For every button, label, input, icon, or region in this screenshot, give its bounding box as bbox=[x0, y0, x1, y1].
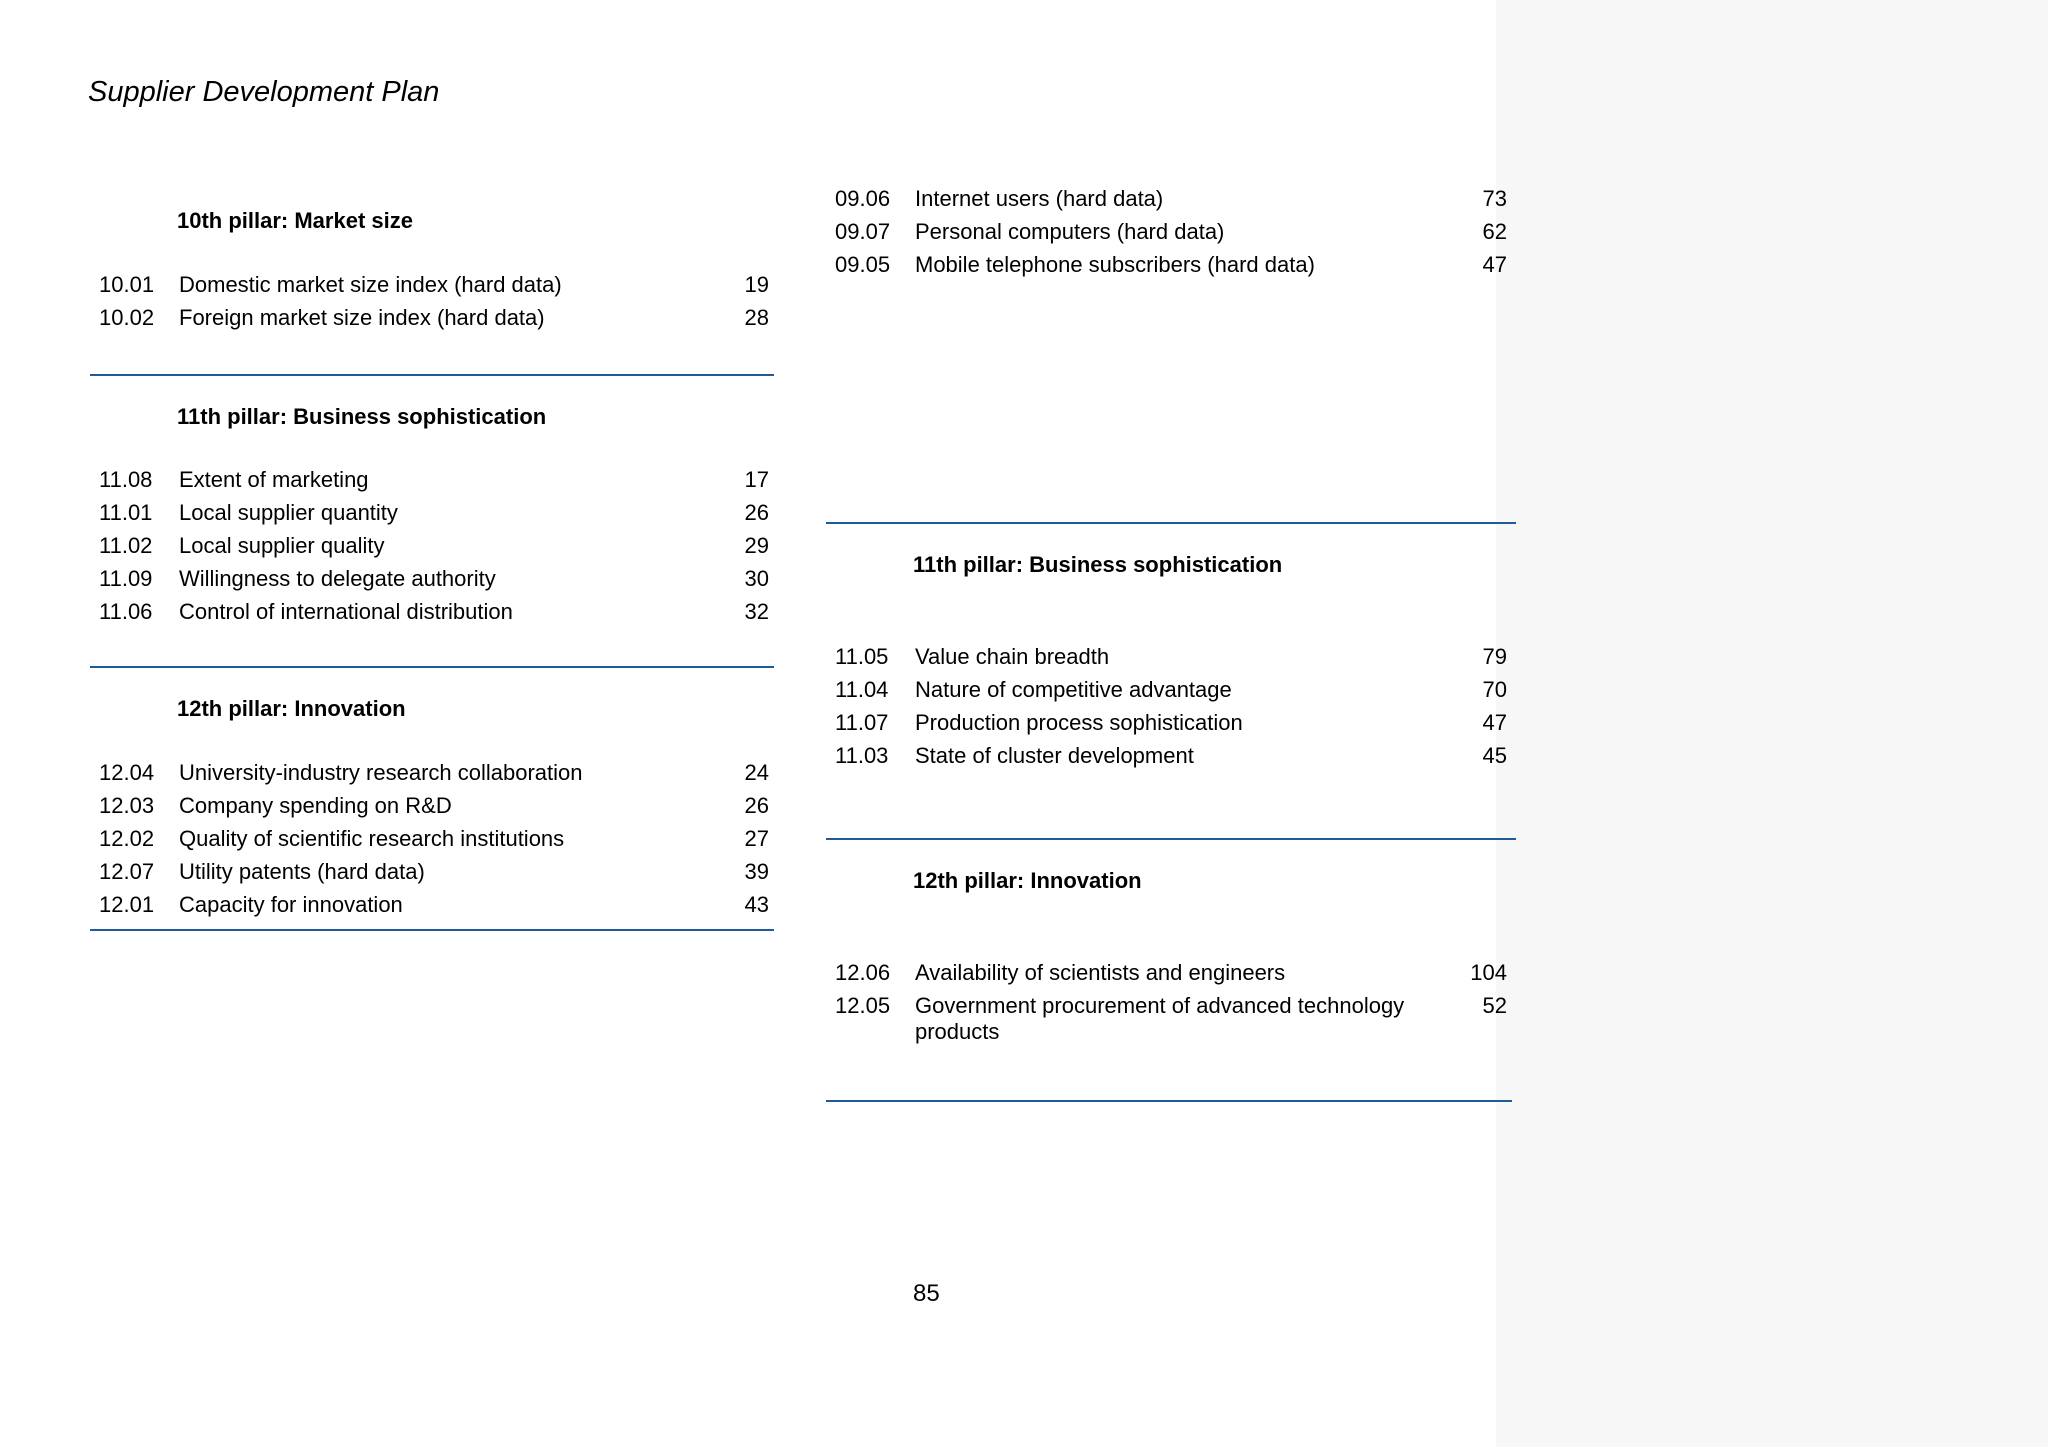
indicator-label: Willingness to delegate authority bbox=[179, 566, 496, 591]
indicator-code: 11.03 bbox=[835, 743, 889, 768]
indicator-code: 11.08 bbox=[99, 467, 153, 492]
indicator-rank: 26 bbox=[744, 793, 769, 818]
technology-rows bbox=[826, 186, 1512, 285]
indicator-code: 12.02 bbox=[99, 826, 155, 851]
table-row bbox=[90, 760, 774, 793]
table-row bbox=[90, 272, 774, 305]
table-row bbox=[90, 566, 774, 599]
table-row bbox=[90, 826, 774, 859]
indicator-label: Local supplier quality bbox=[179, 533, 385, 558]
indicator-label: Local supplier quantity bbox=[179, 500, 398, 525]
indicator-rank: 79 bbox=[1482, 644, 1507, 669]
indicator-code: 11.06 bbox=[99, 599, 153, 624]
section-divider bbox=[826, 838, 1516, 840]
indicator-code: 09.06 bbox=[835, 186, 891, 211]
section-divider bbox=[826, 522, 1516, 524]
indicator-rank: 47 bbox=[1482, 710, 1507, 735]
pillar-title-business-sophistication: 11th pillar: Business sophistication bbox=[177, 404, 547, 429]
indicator-code: 09.05 bbox=[835, 252, 891, 277]
indicator-rank: 73 bbox=[1482, 186, 1507, 211]
pillar-title-business-sophistication: 11th pillar: Business sophistication bbox=[913, 552, 1283, 577]
section-divider bbox=[90, 929, 774, 931]
indicator-code: 12.04 bbox=[99, 760, 155, 785]
indicator-rank: 39 bbox=[744, 859, 769, 884]
table-row bbox=[90, 533, 774, 566]
indicator-code: 12.05 bbox=[835, 993, 891, 1018]
indicator-code: 11.09 bbox=[99, 566, 153, 591]
indicator-rank: 104 bbox=[1470, 960, 1507, 985]
indicator-rank: 29 bbox=[744, 533, 769, 558]
indicator-code: 10.02 bbox=[99, 305, 155, 330]
indicator-code: 11.07 bbox=[835, 710, 889, 735]
section-divider bbox=[826, 1100, 1512, 1102]
pillar-title-innovation: 12th pillar: Innovation bbox=[913, 868, 1142, 893]
indicator-label: Value chain breadth bbox=[915, 644, 1110, 669]
indicator-label: Quality of scientific research institutions bbox=[179, 826, 565, 851]
indicator-rank: 45 bbox=[1482, 743, 1507, 768]
indicator-label: Internet users (hard data) bbox=[915, 186, 1164, 211]
indicator-label: Mobile telephone subscribers (hard data) bbox=[915, 252, 1315, 277]
indicator-rank: 30 bbox=[744, 566, 769, 591]
indicator-code: 11.01 bbox=[99, 500, 153, 525]
indicator-rank: 19 bbox=[744, 272, 769, 297]
table-row bbox=[90, 892, 774, 925]
indicator-rank: 24 bbox=[744, 760, 769, 785]
indicator-label: Extent of marketing bbox=[179, 467, 369, 492]
indicator-rank: 62 bbox=[1482, 219, 1507, 244]
indicator-label: Domestic market size index (hard data) bbox=[179, 272, 562, 297]
section-divider bbox=[90, 374, 774, 376]
indicator-label: University-industry research collaboration bbox=[179, 760, 583, 785]
table-row bbox=[826, 219, 1512, 252]
indicator-code: 11.02 bbox=[99, 533, 153, 558]
pillar-title-innovation: 12th pillar: Innovation bbox=[177, 696, 406, 721]
table-row bbox=[826, 743, 1512, 776]
page-shade bbox=[1496, 0, 2048, 1447]
right-panel bbox=[826, 180, 1512, 1100]
table-row bbox=[90, 793, 774, 826]
indicator-label: Control of international distribution bbox=[179, 599, 513, 624]
indicator-code: 12.01 bbox=[99, 892, 155, 917]
page-header: Supplier Development Plan bbox=[88, 76, 440, 108]
indicator-label: Company spending on R&D bbox=[179, 793, 452, 818]
business-sophistication-rows bbox=[826, 644, 1512, 776]
indicator-rank: 27 bbox=[744, 826, 769, 851]
table-row bbox=[90, 467, 774, 500]
business-sophistication-rows bbox=[90, 467, 774, 632]
indicator-rank: 52 bbox=[1482, 993, 1507, 1018]
indicator-code: 09.07 bbox=[835, 219, 891, 244]
innovation-rows bbox=[90, 760, 774, 925]
indicator-rank: 47 bbox=[1482, 252, 1507, 277]
indicator-code: 12.06 bbox=[835, 960, 891, 985]
table-row bbox=[826, 993, 1512, 1051]
indicator-rank: 28 bbox=[744, 305, 769, 330]
indicator-code: 11.05 bbox=[835, 644, 889, 669]
indicator-rank: 43 bbox=[744, 892, 769, 917]
table-row bbox=[826, 677, 1512, 710]
indicator-label: Government procurement of advanced technology products bbox=[915, 993, 1405, 1044]
indicator-label: State of cluster development bbox=[915, 743, 1194, 768]
table-row bbox=[826, 186, 1512, 219]
indicator-rank: 70 bbox=[1482, 677, 1507, 702]
innovation-rows bbox=[826, 960, 1512, 1051]
indicator-label: Production process sophistication bbox=[915, 710, 1243, 735]
indicator-label: Utility patents (hard data) bbox=[179, 859, 425, 884]
table-row bbox=[90, 859, 774, 892]
indicator-label: Personal computers (hard data) bbox=[915, 219, 1225, 244]
left-panel bbox=[90, 190, 774, 930]
indicator-code: 12.07 bbox=[99, 859, 155, 884]
indicator-label: Capacity for innovation bbox=[179, 892, 403, 917]
indicator-label: Availability of scientists and engineers bbox=[915, 960, 1286, 985]
indicator-rank: 17 bbox=[744, 467, 769, 492]
table-row bbox=[90, 599, 774, 632]
table-row bbox=[90, 305, 774, 338]
market-size-rows bbox=[90, 272, 774, 338]
indicator-code: 10.01 bbox=[99, 272, 155, 297]
indicator-rank: 26 bbox=[744, 500, 769, 525]
table-row bbox=[826, 252, 1512, 285]
table-row bbox=[90, 500, 774, 533]
table-row bbox=[826, 960, 1512, 993]
indicator-rank: 32 bbox=[744, 599, 769, 624]
page-number: 85 bbox=[913, 1280, 940, 1307]
table-row bbox=[826, 644, 1512, 677]
pillar-title-market-size: 10th pillar: Market size bbox=[177, 208, 413, 233]
table-row bbox=[826, 710, 1512, 743]
indicator-label: Nature of competitive advantage bbox=[915, 677, 1232, 702]
indicator-code: 11.04 bbox=[835, 677, 889, 702]
indicator-code: 12.03 bbox=[99, 793, 155, 818]
indicator-label: Foreign market size index (hard data) bbox=[179, 305, 545, 330]
section-divider bbox=[90, 666, 774, 668]
